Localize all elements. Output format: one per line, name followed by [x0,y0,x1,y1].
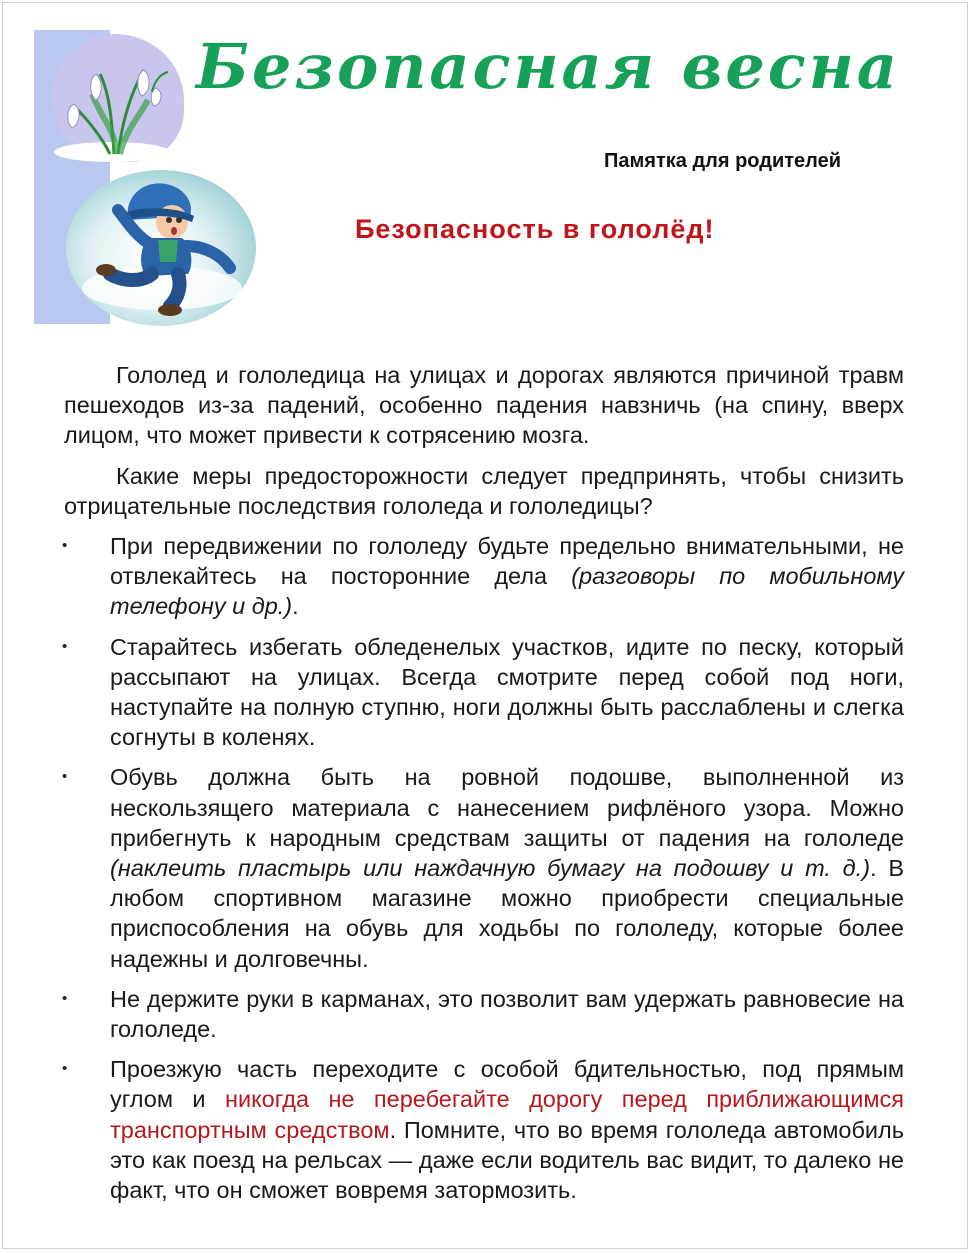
intro-paragraph-1: Гололед и гололедица на улицах и дорогах являются причиной травм пешеходов из-за падений, особенно падения навзничь (на спину, вверх лицом, что может привести к сотрясению мозга. [64,362,904,449]
list-item-text-end: . [292,593,299,620]
subtitle: Памятка для родителей [604,150,842,172]
list-item-text: Старайтесь избегать обледенелых участков, идите по песку, который рассыпают на улицах. Всегда смотрите перед собой под ноги, наступайте на полную ступню, ноги должны быть расслаблены и слегка согнуты в коленях. [110,633,904,751]
list-item-text: При передвижении по гололеду будьте предельно внимательными, не отвлекайтесь на посторонние дела [110,533,904,590]
snowdrops-icon [52,34,184,162]
section-heading: Безопасность в гололёд! [355,214,715,244]
list-item-text: Проезжую часть переходите с особой бдительностью, под прямым углом и [110,1056,904,1113]
list-item-text: Не держите руки в карманах, это позволит вам удержать равновесие на гололеде. [110,985,904,1043]
warning-text: никогда не перебегайте дорогу перед приближающимся транспортным средством [110,1086,904,1143]
bullet-icon: • [62,1060,68,1078]
list-item [64,1054,904,1205]
list-item-text: Обувь должна быть на ровной подошве, выполненной из нескользящего материала с нанесением рифлёного узора. Можно прибегнуть к народным средствам защиты от падения на гололеде [110,764,904,851]
bullet-icon: • [62,768,68,786]
child-slipping-on-ice-icon [66,170,256,326]
bullet-icon: • [62,537,68,555]
list-item-italic-note: (наклеить пластырь или наждачную бумагу на подошву и т. д.) [110,855,871,882]
safety-tips-list [64,531,904,1205]
bullet-icon: • [62,637,68,655]
bullet-icon: • [62,989,68,1007]
list-item-text-end: . Помните, что во время гололеда автомобиль это как поезд на рельсах — даже если водитель вас видит, то далеко не факт, что он сможет вовремя затормозить. [110,1116,904,1204]
page-title: Безопасная весна [196,30,900,103]
list-item-italic-note: (разговоры по мобильному телефону и др.) [110,563,905,620]
list-item [64,632,904,753]
list-item [64,531,904,622]
intro-paragraph-2: Какие меры предосторожности следует предпринять, чтобы снизить отрицательные последствия гололеда и гололедицы? [64,462,904,519]
list-item [64,762,904,973]
list-item-text-end: . В любом спортивном магазине можно приобрести специальные приспособления на обувь для ходьбы по гололеду, которые более надежны и долговечны. [110,855,904,972]
memo-body [64,360,904,1215]
list-item [64,984,904,1044]
